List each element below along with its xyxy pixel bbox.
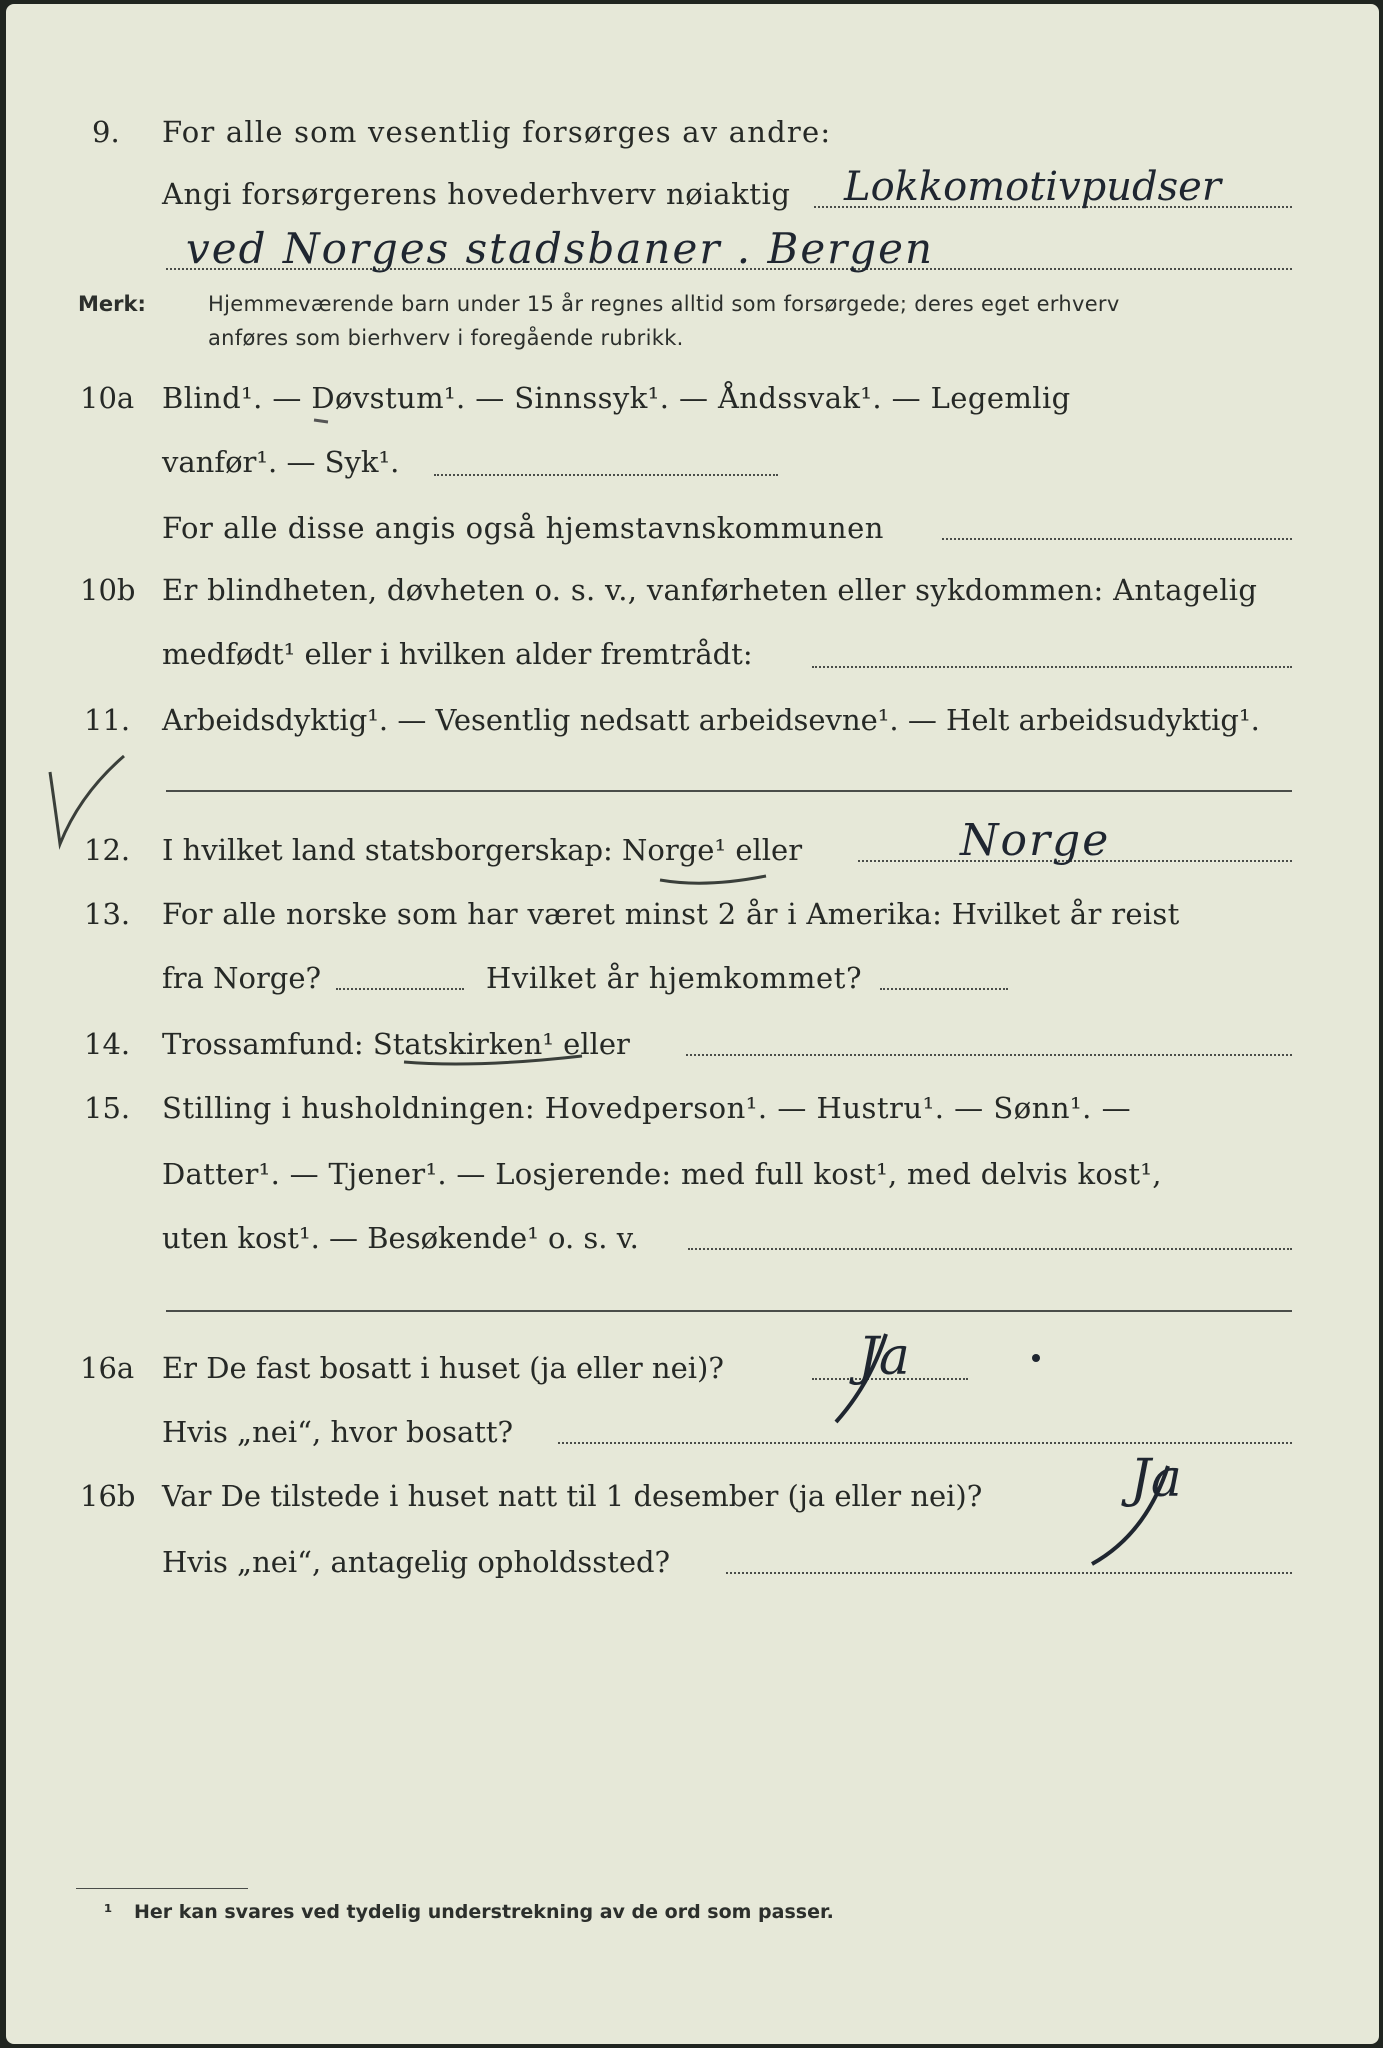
pen-marks [6,4,1379,2044]
q15-line3: uten kost¹. — Besøkende¹ o. s. v. [162,1221,639,1255]
q10a-line1: Blind¹. — Døvstum¹. — Sinnssyk¹. — Åndssvak¹. — Legemlig [162,381,1071,415]
q13-line1: For alle norske som har været minst 2 år i Amerika: Hvilket år reist [162,897,1180,931]
footnote-mark: ¹ [104,1901,113,1923]
q10b-line1: Er blindheten, døvheten o. s. v., vanførheten eller sykdommen: Antagelig [162,573,1258,607]
checkmark-v [50,756,124,844]
q9-line2: Angi forsørgerens hovederhverv nøiaktig [162,177,791,211]
q15-line2: Datter¹. — Tjener¹. — Losjerende: med full kost¹, med delvis kost¹, [162,1157,1162,1191]
q9-line1: For alle som vesentlig forsørges av andre: [162,115,832,149]
q9-number: 9. [92,115,120,149]
q16a-line2: Hvis „nei“, hvor bosatt? [162,1415,514,1449]
merk-line2: anføres som bierhverv i foregående rubrikk. [208,326,684,350]
q16b-answer-handwriting: Ja [1130,1449,1182,1509]
q16b-number: 16b [80,1479,136,1513]
q9-answer1-handwriting: Lokkomotivpudser [844,164,1221,210]
q11-number: 11. [84,703,131,737]
q15-line1: Stilling i husholdningen: Hovedperson¹. — Hustru¹. — Sønn¹. — [162,1091,1132,1125]
q14-number: 14. [84,1027,131,1061]
merk-label: Merk: [78,292,146,316]
norge-underline [660,876,766,883]
q10a-line2: vanfør¹. — Syk¹. [162,445,400,479]
q16a-answer-handwriting: Ja [858,1327,910,1387]
footnote-text: Her kan svares ved tydelig understrekning av de ord som passer. [134,1901,834,1923]
ink-dot [1032,1354,1040,1362]
statskirken-underline [404,1056,582,1064]
dash-mark-10a [314,420,328,422]
q10a-number: 10a [80,381,135,415]
q13-line2a: fra Norge? [162,961,322,995]
merk-line1: Hjemmeværende barn under 15 år regnes alltid som forsørgede; deres eget erhverv [208,292,1120,316]
q11-line1: Arbeidsdyktig¹. — Vesentlig nedsatt arbeidsevne¹. — Helt arbeidsudyktig¹. [162,703,1260,737]
q13-number: 13. [84,897,131,931]
q12-answer-handwriting: Norge [960,815,1111,866]
q16b-line1: Var De tilstede i huset natt til 1 desember (ja eller nei)? [162,1479,983,1513]
answer16b-stroke [1092,1466,1168,1564]
q10a-line3: For alle disse angis også hjemstavnskommunen [162,511,884,545]
q14-line1: Trossamfund: Statskirken¹ eller [162,1027,630,1061]
q16b-line2: Hvis „nei“, antagelig opholdssted? [162,1545,671,1579]
q13-line2b: Hvilket år hjemkommet? [486,961,863,995]
q10b-number: 10b [80,573,136,607]
q16a-number: 16a [80,1351,135,1385]
q15-number: 15. [84,1091,131,1125]
q12-line1: I hvilket land statsborgerskap: Norge¹ eller [162,833,803,867]
q9-answer2-handwriting: ved Norges stadsbaner . Bergen [186,224,935,273]
census-form-page [6,4,1379,2044]
q10b-line2: medfødt¹ eller i hvilken alder fremtrådt: [162,637,753,671]
q16a-line1: Er De fast bosatt i huset (ja eller nei)? [162,1351,724,1385]
answer16a-stroke [836,1334,886,1422]
q12-number: 12. [84,833,131,867]
